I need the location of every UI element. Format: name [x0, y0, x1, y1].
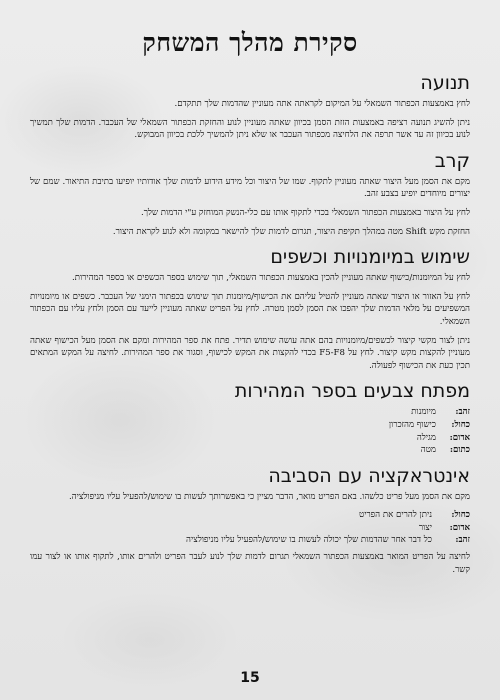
- section-movement: [30, 72, 470, 142]
- interaction-paragraph-2: לחיצה על הפריט המואר באמצעות הכפתור השמאלי תגרום לדמות שלך לנוע לעבר הפריט ולהרים אותו, לתקוף אותו או לצור עמו קשר.: [30, 552, 470, 575]
- movement-paragraph-1: לחץ באמצעות הכפתור השמאלי על המיקום לקראתה אתה מעוניין שהדמות שלך תתקדם.: [174, 99, 470, 109]
- legend-value: מטה: [420, 445, 436, 456]
- legend-value: כל דבר אחר שהדמות שלך יכולה לעשות בו שימוש/להפעיל עליו מניפולציה: [186, 535, 432, 546]
- section-skills-spells: [30, 246, 470, 372]
- skills-paragraph-3: ניתן לצור מקשי קיצור לכשפים/מיומנויות בהם אתה עושה שימוש תדיר. פתח את ספר המהירות ומקם את הסמן מעל הכישוף שאתה מעוניין להקצות מקש קיצור. לחץ על F5-F8 בכדי להקצות את המקש לכישוף, וסגור את ספר המהירות. לחיצה על המקש המתאים תכין כעת את הכישוף לפעולה.: [30, 335, 471, 371]
- section-heading-legend: מפתח צבעים בספר המהירות: [234, 380, 470, 403]
- combat-paragraph-3: החזקת מקש Shift מטה במהלך תקיפת היצור, תגרום לדמות שלך להישאר במקומה ולא לנוע לקראת היצור.: [112, 226, 470, 237]
- page-number: 15: [240, 670, 260, 686]
- legend-value: מגילה: [416, 432, 436, 443]
- legend-row: [30, 522, 470, 535]
- legend-value: יצור: [418, 522, 432, 533]
- page-title: סקירת מהלך המשחק: [142, 28, 358, 57]
- section-interaction: [30, 465, 470, 577]
- section-heading-combat: קרב: [434, 149, 470, 172]
- legend-row: [30, 432, 470, 445]
- legend-key: כחול:: [451, 419, 470, 430]
- legend-key: אדום:: [449, 522, 470, 533]
- legend-key: כתום:: [449, 445, 470, 456]
- legend-row: [30, 419, 470, 432]
- interaction-paragraph-1: מקם את הסמן מעל פריט כלשהו. באם הפריט מואר, הדבר מציין כי באפשרותך לעשות בו שימוש/להפעיל עליו מניפולציה.: [68, 491, 470, 502]
- speedbook-color-legend: [30, 406, 470, 456]
- section-heading-interaction: אינטראקציה עם הסביבה: [268, 464, 470, 487]
- legend-key: זהב:: [455, 407, 470, 418]
- legend-value: ניתן להרים את הפריט: [359, 510, 432, 521]
- skills-paragraph-1: לחץ על המיומנות/כישוף שאתה מעוניין להכין באמצעות הכפתור השמאלי, תוך שימוש בספר הכשפים או בספר המהירות.: [71, 273, 470, 284]
- section-heading-movement: תנועה: [420, 72, 470, 94]
- section-heading-skills: שימוש במיומנויות וכשפים: [270, 246, 470, 269]
- legend-row: [30, 534, 470, 547]
- legend-row: [30, 509, 470, 522]
- movement-paragraph-2: ניתן להשיג תנועה רציפה באמצעות הזזת הסמן בכיוון שאתה מעוניין לנוע והחזקת הכפתור השמאלי של העכבר. הדמות שלך תמשיך לנוע בכיוון זה עד אשר תרפה את הלחיצה מכפתור העכבר או שלא ניתן להמשיך ללכת בכיוון המבוקש.: [30, 117, 470, 141]
- combat-paragraph-2: לחץ על היצור באמצעות הכפתור השמאלי בכדי לתקוף אותו עם כלי-הנשק המוחזק ע"י הדמות שלך.: [140, 207, 470, 218]
- section-speedbook-legend: [30, 380, 470, 456]
- legend-key: כחול:: [451, 510, 470, 521]
- section-combat: [30, 150, 470, 238]
- legend-value: כישוף מהזכרון: [388, 419, 436, 430]
- legend-key: אדום:: [449, 432, 470, 443]
- combat-paragraph-1: מקם את הסמן מעל היצור שאתה מעוניין לתקוף. שמו של היצור וכל מידע הידוע לדמות שלך אודותיו יופיעו בתיבת התיאור. שמם של יצורים מיוחדים יופיע בצבע זהב.: [30, 176, 470, 200]
- skills-paragraph-2: לחץ על האזור או היצור שאתה מעוניין להטיל עליהם את הכישוף/מיומנות תוך שימוש בכפתור הימני של העכבר. כשפים או מיומנויות המשפיעים על מלאי הדמות שלך יהפכו את הסמן לסמן מטרה. לחץ על הפריט שאתה מעוניין לייעד עם הסמן ולחץ עליו עם הכפתור השמאלי.: [30, 291, 470, 327]
- highlight-color-legend: [30, 509, 470, 547]
- legend-key: זהב:: [455, 535, 470, 546]
- legend-value: מיומנות: [411, 407, 436, 418]
- legend-row: [30, 406, 470, 419]
- legend-row: [30, 444, 470, 457]
